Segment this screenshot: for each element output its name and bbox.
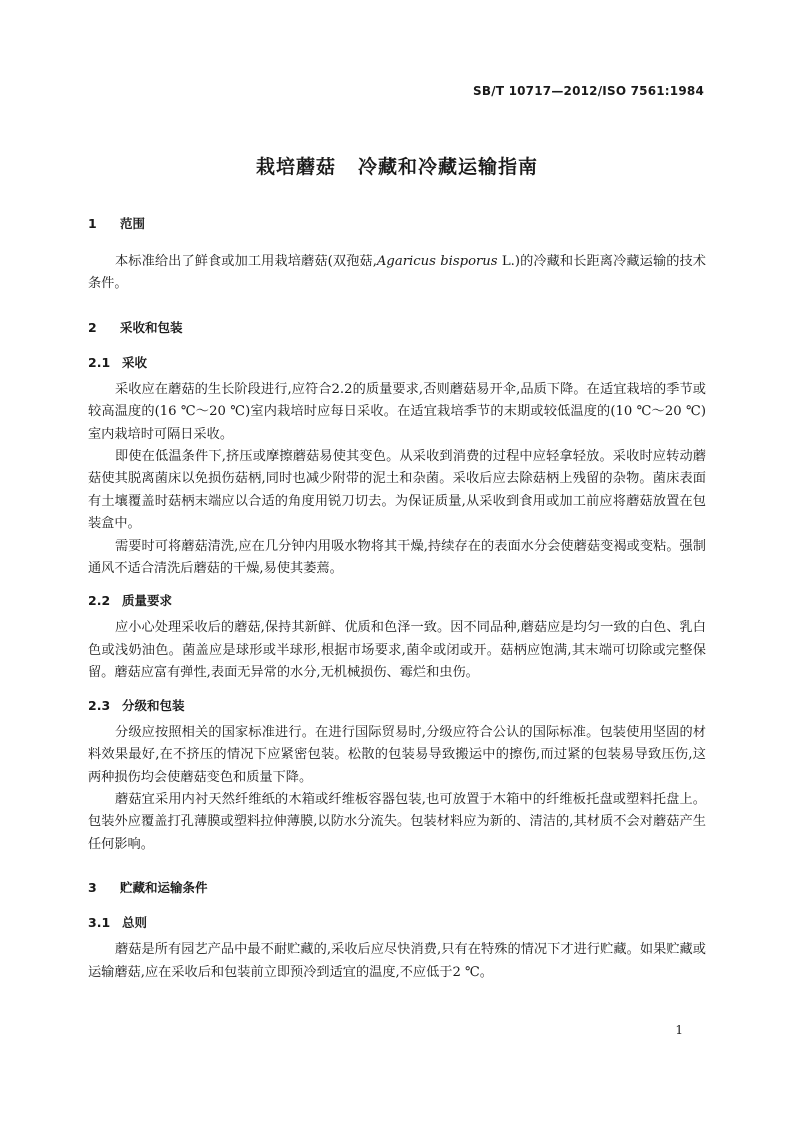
page-number: 1 — [675, 1023, 683, 1037]
document-title — [0, 152, 794, 179]
section-title: 贮藏和运输条件 — [120, 880, 208, 896]
section-2-heading — [88, 318, 706, 336]
subsection-3-1-heading — [88, 913, 706, 931]
subsection-2-2-heading — [88, 591, 706, 609]
subsection-2-1-heading — [88, 353, 706, 371]
section-number: 3 — [88, 880, 97, 896]
latin-species-name: Agaricus bisporus — [376, 254, 498, 269]
section-1-heading — [88, 214, 706, 232]
paragraph: 即使在低温条件下,挤压或摩擦蘑菇易使其变色。从采收到消费的过程中应轻拿轻放。采收时应转动蘑菇使其脱离菌床以免损伤菇柄,同时也减少附带的泥土和杂菌。采收后应去除菇柄上残留的杂物。菌床表面有土壤覆盖时菇柄末端应以合适的角度用锐刀切去。为保证质量,从采收到食用或加工前应将蘑菇放置在包装盒中。 — [88, 449, 706, 532]
subsection-title: 采收 — [122, 354, 148, 370]
paragraph: 应小心处理采收后的蘑菇,保持其新鲜、优质和色泽一致。因不同品种,蘑菇应是均匀一致的白色、乳白色或浅奶油色。菌盖应是球形或半球形,根据市场要求,菌伞或闭或开。菇柄应饱满,其末端可切除或完整保留。蘑菇应富有弹性,表面无异常的水分,无机械损伤、霉烂和虫伤。 — [88, 620, 706, 681]
section-number: 1 — [88, 216, 97, 231]
title-part-2: 冷藏和冷藏运输指南 — [358, 156, 539, 178]
section-3-heading — [88, 878, 706, 896]
subsection-number: 2.1 — [88, 354, 111, 370]
subsection-title: 分级和包装 — [122, 697, 185, 713]
subsection-2-3-heading — [88, 696, 706, 714]
paragraph: 蘑菇宜采用内衬天然纤维纸的木箱或纤维板容器包装,也可放置于木箱中的纤维板托盘或塑料托盘上。包装外应覆盖打孔薄膜或塑料拉伸薄膜,以防水分流失。包装材料应为新的、清洁的,其材质不会对蘑菇产生任何影响。 — [88, 791, 706, 852]
subsection-title: 总则 — [122, 915, 148, 931]
subsection-number: 3.1 — [88, 915, 111, 931]
section-1-paragraph: 本标准给出了鲜食或加工用栽培蘑菇(双孢菇,Agaricus bisporus L.)的冷藏和长距离冷藏运输的技术条件。 — [88, 254, 706, 292]
section-number: 2 — [88, 319, 97, 335]
subsection-number: 2.2 — [88, 593, 111, 609]
document-body — [88, 214, 706, 984]
paragraph: 采收应在蘑菇的生长阶段进行,应符合2.2的质量要求,否则蘑菇易开伞,品质下降。在适宜栽培的季节或较高温度的(16 ℃～20 ℃)室内栽培时应每日采收。在适宜栽培季节的末期或较低温度的(10 ℃～20 ℃)室内栽培时可隔日采收。 — [88, 381, 706, 442]
subsection-title: 质量要求 — [122, 593, 173, 609]
section-title: 范围 — [120, 216, 146, 231]
paragraph: 分级应按照相关的国家标准进行。在进行国际贸易时,分级应符合公认的国际标准。包装使用坚固的材料效果最好,在不挤压的情况下应紧密包装。松散的包装易导致搬运中的擦伤,而过紧的包装易导致压伤,这两种损伤均会使蘑菇变色和质量下降。 — [88, 724, 706, 785]
section-title: 采收和包装 — [120, 319, 183, 335]
subsection-number: 2.3 — [88, 697, 111, 713]
paragraph: 需要时可将蘑菇清洗,应在几分钟内用吸水物将其干燥,持续存在的表面水分会使蘑菇变褐或变粘。强制通风不适合清洗后蘑菇的干燥,易使其萎蔫。 — [88, 538, 706, 577]
paragraph: 蘑菇是所有园艺产品中最不耐贮藏的,采收后应尽快消费,只有在特殊的情况下才进行贮藏。如果贮藏或运输蘑菇,应在采收后和包装前立即预冷到适宜的温度,不应低于2 ℃。 — [88, 942, 706, 980]
standard-number: SB/T 10717—2012/ISO 7561:1984 — [473, 84, 704, 98]
title-part-1: 栽培蘑菇 — [255, 156, 336, 178]
